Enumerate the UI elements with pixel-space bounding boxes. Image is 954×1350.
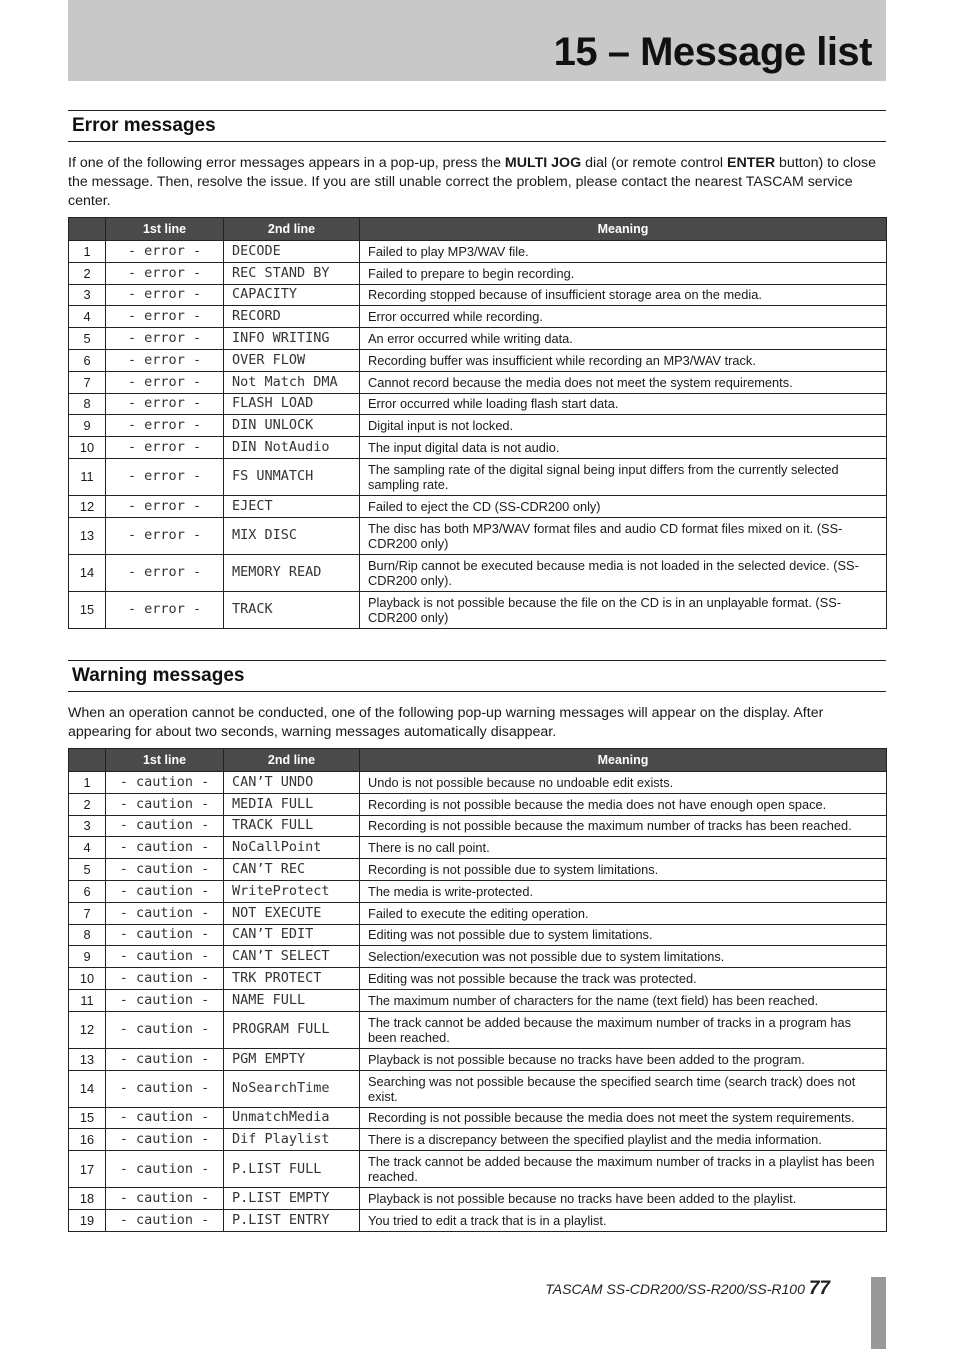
- second-line-text: P.LIST FULL: [224, 1151, 360, 1188]
- intro-text: If one of the following error messages appears in a pop-up, press the: [68, 155, 505, 171]
- second-line-text: TRACK FULL: [224, 815, 360, 837]
- meaning-text: Searching was not possible because the specified search time (search track) does not exist.: [360, 1070, 887, 1107]
- intro-bold: MULTI JOG: [504, 155, 582, 171]
- second-line-text: TRACK: [224, 591, 360, 628]
- first-line-text: - error -: [106, 328, 224, 350]
- error-messages-section: [68, 110, 886, 629]
- row-number: 2: [69, 262, 106, 284]
- first-line-text: - error -: [106, 241, 224, 263]
- row-number: 8: [69, 393, 106, 415]
- second-line-text: CAN’T SELECT: [224, 946, 360, 968]
- row-number: 7: [69, 371, 106, 393]
- row-number: 2: [69, 793, 106, 815]
- row-number: 14: [69, 554, 106, 591]
- row-number: 9: [69, 946, 106, 968]
- meaning-text: Failed to play MP3/WAV file.: [360, 241, 887, 263]
- col-number-header: [69, 218, 106, 241]
- chapter-header: [68, 0, 886, 81]
- table-row: [69, 262, 887, 284]
- row-number: 6: [69, 880, 106, 902]
- second-line-text: TRK PROTECT: [224, 968, 360, 990]
- warning-table: [68, 748, 887, 1232]
- row-number: 1: [69, 772, 106, 794]
- col-1st-line-header: 1st line: [106, 218, 224, 241]
- page-footer: [545, 1278, 830, 1300]
- table-row: [69, 859, 887, 881]
- table-row: [69, 815, 887, 837]
- first-line-text: - error -: [106, 458, 224, 495]
- table-row: [69, 1107, 887, 1129]
- second-line-text: NoCallPoint: [224, 837, 360, 859]
- table-row: [69, 495, 887, 517]
- second-line-text: Not Match DMA: [224, 371, 360, 393]
- table-row: [69, 1188, 887, 1210]
- error-section-title: Error messages: [72, 115, 216, 136]
- warning-messages-section: [68, 660, 886, 1232]
- meaning-text: Recording is not possible because the media does not meet the system requirements.: [360, 1107, 887, 1129]
- first-line-text: - caution -: [106, 880, 224, 902]
- table-row: [69, 437, 887, 459]
- second-line-text: WriteProtect: [224, 880, 360, 902]
- row-number: 19: [69, 1209, 106, 1231]
- error-table: [68, 217, 887, 629]
- first-line-text: - error -: [106, 591, 224, 628]
- second-line-text: MEDIA FULL: [224, 793, 360, 815]
- first-line-text: - caution -: [106, 793, 224, 815]
- col-meaning-header: Meaning: [360, 749, 887, 772]
- row-number: 8: [69, 924, 106, 946]
- table-row: [69, 837, 887, 859]
- second-line-text: CAN’T EDIT: [224, 924, 360, 946]
- page-edge-tab: [871, 1277, 886, 1349]
- warning-table-body: [69, 772, 887, 1232]
- meaning-text: Undo is not possible because no undoable edit exists.: [360, 772, 887, 794]
- meaning-text: Error occurred while recording.: [360, 306, 887, 328]
- second-line-text: P.LIST EMPTY: [224, 1188, 360, 1210]
- meaning-text: Recording buffer was insufficient while recording an MP3/WAV track.: [360, 349, 887, 371]
- row-number: 12: [69, 495, 106, 517]
- first-line-text: - caution -: [106, 859, 224, 881]
- warning-section-heading: [68, 660, 886, 692]
- second-line-text: NOT EXECUTE: [224, 902, 360, 924]
- row-number: 13: [69, 1048, 106, 1070]
- table-row: [69, 1070, 887, 1107]
- first-line-text: - caution -: [106, 1129, 224, 1151]
- table-row: [69, 793, 887, 815]
- first-line-text: - error -: [106, 393, 224, 415]
- table-row: [69, 1129, 887, 1151]
- meaning-text: An error occurred while writing data.: [360, 328, 887, 350]
- row-number: 14: [69, 1070, 106, 1107]
- row-number: 10: [69, 437, 106, 459]
- intro-bold: ENTER: [727, 155, 776, 171]
- page-number: 77: [808, 1278, 830, 1299]
- col-2nd-line-header: 2nd line: [224, 749, 360, 772]
- second-line-text: CAN’T REC: [224, 859, 360, 881]
- table-row: [69, 946, 887, 968]
- first-line-text: - error -: [106, 554, 224, 591]
- meaning-text: The input digital data is not audio.: [360, 437, 887, 459]
- col-number-header: [69, 749, 106, 772]
- second-line-text: NAME FULL: [224, 989, 360, 1011]
- meaning-text: The disc has both MP3/WAV format files and audio CD format files mixed on it. (SS-CDR200 only): [360, 517, 887, 554]
- meaning-text: The maximum number of characters for the name (text field) has been reached.: [360, 989, 887, 1011]
- row-number: 4: [69, 306, 106, 328]
- meaning-text: Playback is not possible because no tracks have been added to the program.: [360, 1048, 887, 1070]
- row-number: 11: [69, 989, 106, 1011]
- table-row: [69, 591, 887, 628]
- meaning-text: Recording is not possible due to system limitations.: [360, 859, 887, 881]
- first-line-text: - caution -: [106, 1070, 224, 1107]
- page-title: 15 – Message list: [553, 30, 872, 74]
- table-row: [69, 371, 887, 393]
- row-number: 18: [69, 1188, 106, 1210]
- error-intro: [68, 154, 886, 211]
- first-line-text: - caution -: [106, 1188, 224, 1210]
- row-number: 15: [69, 1107, 106, 1129]
- first-line-text: - caution -: [106, 1011, 224, 1048]
- row-number: 7: [69, 902, 106, 924]
- row-number: 12: [69, 1011, 106, 1048]
- first-line-text: - caution -: [106, 1107, 224, 1129]
- second-line-text: P.LIST ENTRY: [224, 1209, 360, 1231]
- meaning-text: The track cannot be added because the maximum number of tracks in a playlist has been reached.: [360, 1151, 887, 1188]
- first-line-text: - caution -: [106, 1151, 224, 1188]
- table-row: [69, 284, 887, 306]
- second-line-text: FS UNMATCH: [224, 458, 360, 495]
- meaning-text: Burn/Rip cannot be executed because media is not loaded in the selected device. (SS-CDR200 only).: [360, 554, 887, 591]
- col-meaning-header: Meaning: [360, 218, 887, 241]
- table-row: [69, 1151, 887, 1188]
- table-header-row: [69, 749, 887, 772]
- row-number: 9: [69, 415, 106, 437]
- first-line-text: - caution -: [106, 946, 224, 968]
- first-line-text: - error -: [106, 284, 224, 306]
- table-row: [69, 306, 887, 328]
- meaning-text: There is a discrepancy between the specified playlist and the media information.: [360, 1129, 887, 1151]
- error-table-body: [69, 241, 887, 629]
- second-line-text: CAPACITY: [224, 284, 360, 306]
- footer-product: TASCAM SS-CDR200/SS-R200/SS-R100: [545, 1281, 805, 1297]
- second-line-text: CAN’T UNDO: [224, 772, 360, 794]
- meaning-text: Selection/execution was not possible due to system limitations.: [360, 946, 887, 968]
- second-line-text: FLASH LOAD: [224, 393, 360, 415]
- table-row: [69, 1048, 887, 1070]
- second-line-text: REC STAND BY: [224, 262, 360, 284]
- row-number: 16: [69, 1129, 106, 1151]
- meaning-text: Playback is not possible because no tracks have been added to the playlist.: [360, 1188, 887, 1210]
- meaning-text: Recording stopped because of insufficient storage area on the media.: [360, 284, 887, 306]
- table-row: [69, 880, 887, 902]
- table-row: [69, 241, 887, 263]
- second-line-text: Dif Playlist: [224, 1129, 360, 1151]
- meaning-text: Cannot record because the media does not meet the system requirements.: [360, 371, 887, 393]
- table-row: [69, 458, 887, 495]
- table-row: [69, 554, 887, 591]
- col-2nd-line-header: 2nd line: [224, 218, 360, 241]
- second-line-text: UnmatchMedia: [224, 1107, 360, 1129]
- row-number: 3: [69, 815, 106, 837]
- table-row: [69, 517, 887, 554]
- first-line-text: - error -: [106, 517, 224, 554]
- row-number: 3: [69, 284, 106, 306]
- first-line-text: - error -: [106, 437, 224, 459]
- col-1st-line-header: 1st line: [106, 749, 224, 772]
- error-section-heading: [68, 110, 886, 142]
- first-line-text: - error -: [106, 415, 224, 437]
- table-row: [69, 968, 887, 990]
- warning-intro: When an operation cannot be conducted, one of the following pop-up warning messages will appear on the display. After appearing for about two seconds, warning messages automatically disappear.: [68, 705, 824, 740]
- second-line-text: INFO WRITING: [224, 328, 360, 350]
- table-row: [69, 924, 887, 946]
- meaning-text: Failed to prepare to begin recording.: [360, 262, 887, 284]
- first-line-text: - caution -: [106, 902, 224, 924]
- meaning-text: Recording is not possible because the media does not have enough open space.: [360, 793, 887, 815]
- row-number: 5: [69, 859, 106, 881]
- meaning-text: Digital input is not locked.: [360, 415, 887, 437]
- meaning-text: Error occurred while loading flash start data.: [360, 393, 887, 415]
- meaning-text: You tried to edit a track that is in a playlist.: [360, 1209, 887, 1231]
- row-number: 10: [69, 968, 106, 990]
- row-number: 17: [69, 1151, 106, 1188]
- row-number: 6: [69, 349, 106, 371]
- second-line-text: DIN NotAudio: [224, 437, 360, 459]
- first-line-text: - error -: [106, 262, 224, 284]
- meaning-text: Failed to eject the CD (SS-CDR200 only): [360, 495, 887, 517]
- second-line-text: PROGRAM FULL: [224, 1011, 360, 1048]
- table-row: [69, 393, 887, 415]
- meaning-text: Editing was not possible due to system limitations.: [360, 924, 887, 946]
- second-line-text: OVER FLOW: [224, 349, 360, 371]
- meaning-text: Playback is not possible because the file on the CD is in an unplayable format. (SS-CDR200 only): [360, 591, 887, 628]
- first-line-text: - caution -: [106, 989, 224, 1011]
- warning-section-title: Warning messages: [72, 665, 245, 686]
- second-line-text: RECORD: [224, 306, 360, 328]
- second-line-text: NoSearchTime: [224, 1070, 360, 1107]
- table-row: [69, 989, 887, 1011]
- row-number: 15: [69, 591, 106, 628]
- row-number: 5: [69, 328, 106, 350]
- row-number: 1: [69, 241, 106, 263]
- table-header-row: [69, 218, 887, 241]
- second-line-text: DECODE: [224, 241, 360, 263]
- meaning-text: Recording is not possible because the maximum number of tracks has been reached.: [360, 815, 887, 837]
- table-row: [69, 772, 887, 794]
- table-row: [69, 328, 887, 350]
- meaning-text: The sampling rate of the digital signal being input differs from the currently selected sampling rate.: [360, 458, 887, 495]
- first-line-text: - error -: [106, 371, 224, 393]
- row-number: 11: [69, 458, 106, 495]
- meaning-text: There is no call point.: [360, 837, 887, 859]
- first-line-text: - caution -: [106, 1048, 224, 1070]
- meaning-text: The track cannot be added because the maximum number of tracks in a program has been reached.: [360, 1011, 887, 1048]
- intro-text: dial (or remote control: [581, 155, 727, 171]
- table-row: [69, 349, 887, 371]
- first-line-text: - caution -: [106, 815, 224, 837]
- first-line-text: - caution -: [106, 924, 224, 946]
- meaning-text: Failed to execute the editing operation.: [360, 902, 887, 924]
- first-line-text: - caution -: [106, 772, 224, 794]
- meaning-text: The media is write-protected.: [360, 880, 887, 902]
- row-number: 4: [69, 837, 106, 859]
- second-line-text: EJECT: [224, 495, 360, 517]
- first-line-text: - error -: [106, 495, 224, 517]
- table-row: [69, 1011, 887, 1048]
- first-line-text: - caution -: [106, 837, 224, 859]
- second-line-text: PGM EMPTY: [224, 1048, 360, 1070]
- row-number: 13: [69, 517, 106, 554]
- second-line-text: MEMORY READ: [224, 554, 360, 591]
- first-line-text: - error -: [106, 349, 224, 371]
- table-row: [69, 902, 887, 924]
- first-line-text: - caution -: [106, 968, 224, 990]
- table-row: [69, 415, 887, 437]
- intro-text: button) to close the message. Then, resolve the issue. If you are still unable correct the problem, please contact the nearest TASCAM service center.: [68, 155, 877, 209]
- second-line-text: DIN UNLOCK: [224, 415, 360, 437]
- first-line-text: - caution -: [106, 1209, 224, 1231]
- first-line-text: - error -: [106, 306, 224, 328]
- meaning-text: Editing was not possible because the track was protected.: [360, 968, 887, 990]
- second-line-text: MIX DISC: [224, 517, 360, 554]
- table-row: [69, 1209, 887, 1231]
